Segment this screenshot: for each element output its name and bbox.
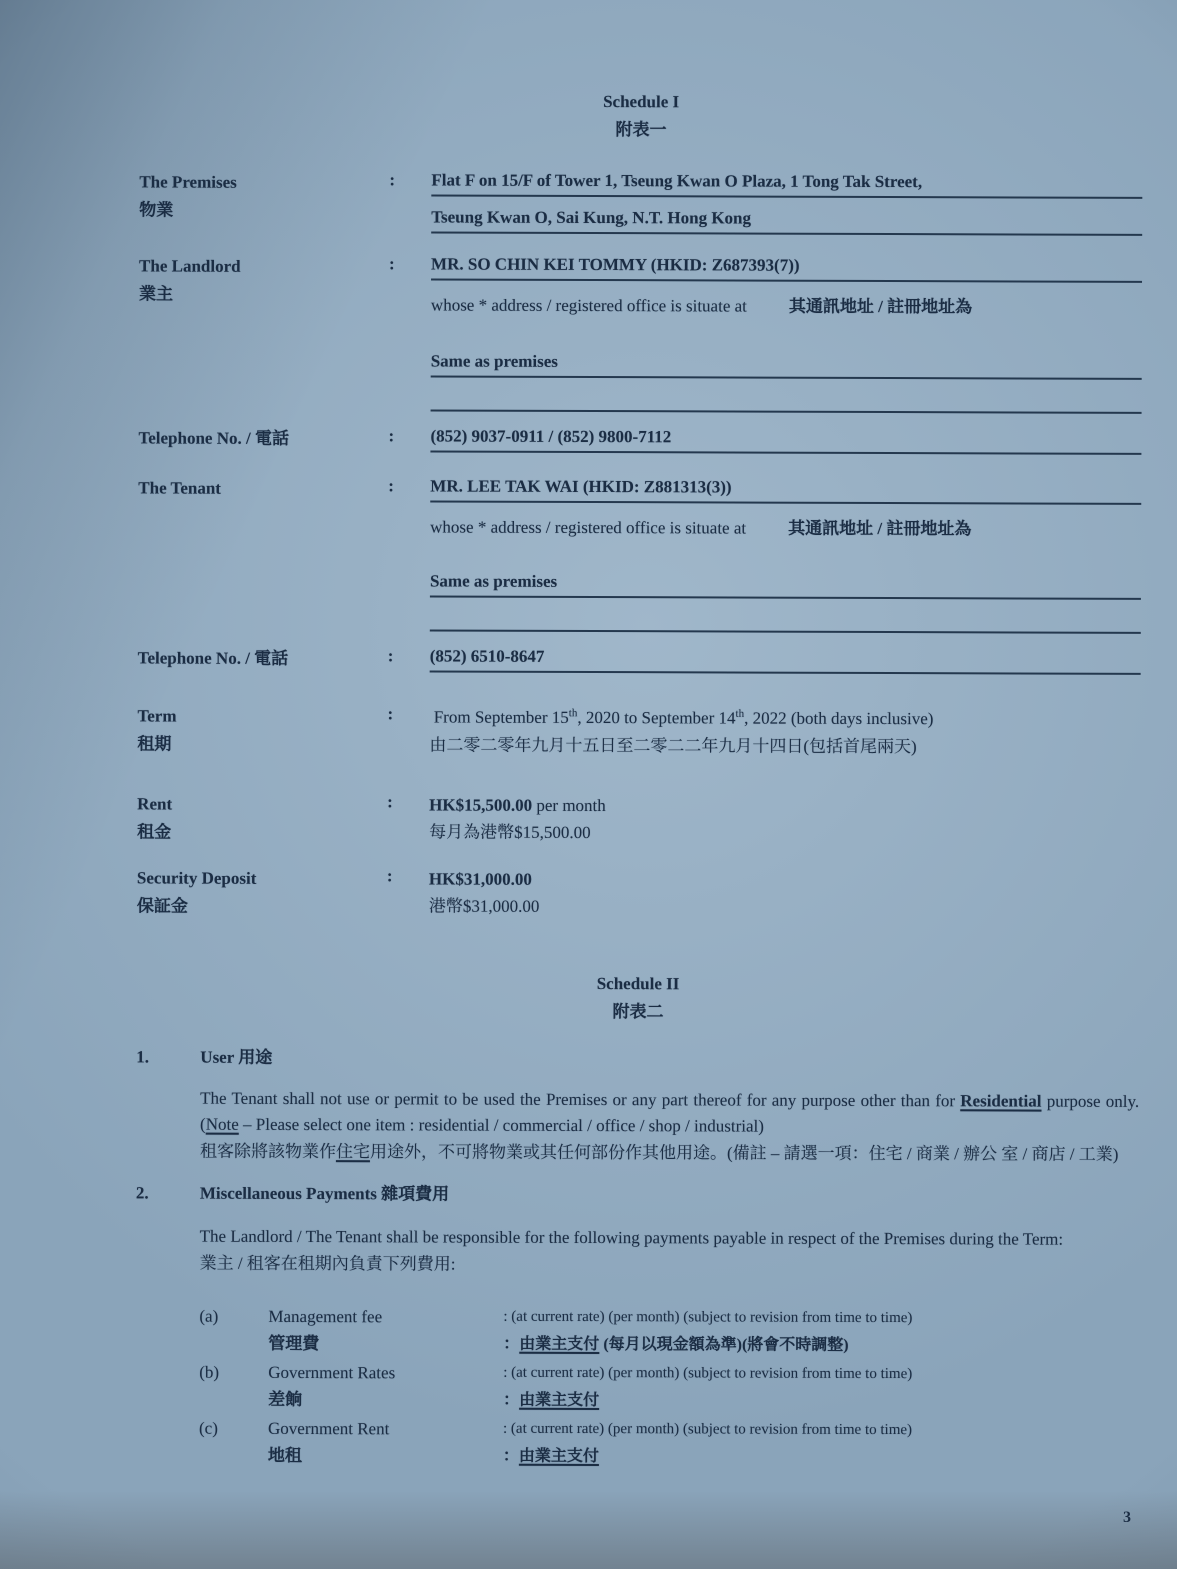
schedule2-title-en: Schedule II (596, 974, 680, 994)
landlord-phone-value: (852) 9037-0911 / (852) 9800-7112 (430, 425, 1141, 454)
tenant-phone-value-wrap (430, 645, 1141, 674)
page-number: 3 (1123, 1509, 1131, 1526)
item-a-value-zh: ：由業主支付 (每月以現金額為準)(將會不時調整) (503, 1335, 849, 1354)
premises-value (431, 169, 1142, 235)
landlord-address: Same as premises (431, 350, 1142, 379)
item-b-value (503, 1360, 1138, 1416)
schedule1-title-zh: 附表一 (615, 120, 667, 140)
premises-address-line1: Flat F on 15/F of Tower 1, Tseung Kwan O Plaza, 1 Tong Tak Street, (431, 169, 1142, 198)
residential-underlined: Residential (960, 1091, 1042, 1111)
item-b-name-zh: 差餉 (268, 1389, 303, 1409)
rent-label-en: Rent (137, 794, 173, 814)
item-c-letter: (c) (198, 1418, 218, 1438)
tenant-label (138, 474, 388, 503)
term-row (137, 702, 1140, 762)
landlord-phone-row (138, 424, 1141, 456)
landlord-colon: : (389, 254, 395, 274)
item-b-name (268, 1359, 503, 1414)
landlord-phone-value-wrap (430, 425, 1141, 454)
premises-label-zh: 物業 (139, 200, 174, 220)
item-a-name-en: Management fee (268, 1306, 383, 1327)
item-c-name (268, 1415, 503, 1470)
section1-heading-row (136, 1046, 1139, 1072)
tenant-value (430, 475, 1142, 633)
deposit-label-zh: 保証金 (136, 896, 188, 916)
section1-body (200, 1086, 1139, 1168)
landlord-whose-en: whose * address / registered office is situate at (430, 295, 747, 316)
premises-colon: : (389, 170, 396, 190)
item-c-value-zh: ：由業主支付 (502, 1447, 599, 1465)
landlord-label (139, 252, 389, 309)
premises-address-line2: Tseung Kwan O, Sai Kung, N.T. Hong Kong (431, 206, 1142, 235)
section2-body (199, 1224, 1139, 1472)
deposit-row (137, 864, 1140, 924)
term-colon: : (387, 704, 394, 724)
tenant-phone-label: Telephone No. / 電話 (137, 648, 289, 668)
tenant-colon: : (388, 476, 395, 496)
section1-number: 1. (136, 1047, 150, 1067)
deposit-value (429, 865, 1140, 921)
landlord-phone-colon: : (388, 426, 395, 446)
tenant-blank-line (430, 611, 1141, 633)
landlord-whose-line (431, 294, 1142, 318)
landlord-whose-zh: 其通訊地址 / 註冊地址為 (788, 296, 973, 317)
rent-label (137, 790, 387, 847)
tenant-phone-row (138, 644, 1141, 676)
term-sup-1: th (568, 707, 578, 720)
tenant-whose-zh: 其通訊地址 / 註冊地址為 (788, 518, 972, 539)
item-c-value (503, 1416, 1138, 1472)
rent-row (137, 790, 1140, 850)
schedule1-title-en: Schedule I (603, 92, 680, 112)
tenant-whose-en: whose * address / registered office is situate at (430, 517, 747, 538)
rent-colon: : (387, 792, 393, 812)
section2-paragraph-zh: 業主 / 租客在租期內負責下列費用: (199, 1253, 456, 1274)
section1-heading: User 用途 (200, 1047, 273, 1067)
item-a-letter: (a) (199, 1306, 219, 1326)
tenant-whose-line (430, 516, 1141, 540)
landlord-value (431, 253, 1143, 413)
rent-value-zh: 每月為港幣$15,500.00 (429, 822, 591, 843)
landlord-name: MR. SO CHIN KEI TOMMY (HKID: Z687393(7)) (431, 253, 1142, 282)
payment-items (199, 1303, 1139, 1472)
item-c-value-en: : (at current rate) (per month) (subject to revision from time to time) (502, 1420, 913, 1439)
schedule2-title-zh: 附表二 (612, 1002, 664, 1022)
payment-item-a (199, 1303, 1138, 1360)
payment-item-c (199, 1415, 1138, 1472)
item-a-value-en: : (at current rate) (per month) (subject to revision from time to time) (503, 1308, 913, 1327)
landlord-label-en: The Landlord (139, 256, 241, 276)
tenant-phone-value: (852) 6510-8647 (430, 645, 1141, 674)
schedule2-title (136, 968, 1139, 1028)
note-underlined: Note (205, 1114, 239, 1134)
section2-heading: Miscellaneous Payments 雜項費用 (199, 1183, 450, 1204)
item-a-name (268, 1303, 503, 1358)
term-sup-2: th (735, 707, 745, 720)
tenant-label-en: The Tenant (138, 478, 222, 498)
term-label-en: Term (137, 706, 177, 726)
landlord-row (139, 252, 1143, 414)
item-b-value-zh: ：由業主支付 (503, 1391, 600, 1409)
tenant-phone-colon: : (387, 646, 394, 666)
tenant-row (138, 474, 1142, 634)
premises-label (139, 168, 389, 225)
landlord-blank-line (431, 391, 1142, 413)
item-b-value-en: : (at current rate) (per month) (subject to revision from time to time) (503, 1364, 913, 1383)
payment-item-b (199, 1359, 1138, 1416)
zhuzhai-underlined: 住宅 (335, 1142, 371, 1162)
rent-amount: HK$15,500.00 (429, 795, 533, 815)
item-a-value (503, 1304, 1138, 1360)
deposit-colon: : (386, 866, 393, 886)
item-c-name-zh: 地租 (267, 1445, 302, 1465)
tenant-address: Same as premises (430, 570, 1141, 599)
section1-paragraph: The Tenant shall not use or permit to be used the Premises or any part thereof for any purpose other than for Residential purpose only. (Note – Please select one item : residential / commercial / office / shop / industrial) 租客除將該物業作住宅用途外，不可將物業或其任何部份作其他用途。(備註 – 請選一項：住宅 / 商業 / 辦公 室 / 商店 / 工業) (199, 1088, 1140, 1164)
item-b-letter: (b) (199, 1362, 220, 1382)
section2-paragraph-en: The Landlord / The Tenant shall be responsible for the following payments payable in respect of the Premises during the Term: (199, 1226, 1064, 1249)
deposit-value-zh: 港幣$31,000.00 (428, 896, 540, 916)
term-label (137, 702, 387, 759)
term-label-zh: 租期 (137, 734, 172, 754)
premises-row (139, 168, 1142, 236)
item-b-name-en: Government Rates (268, 1362, 396, 1383)
term-value-en: From September 15th, 2020 to September 14th, 2022 (both days inclusive) (433, 707, 934, 729)
landlord-phone-label: Telephone No. / 電話 (138, 428, 290, 448)
deposit-value-en: HK$31,000.00 (428, 869, 532, 889)
section2-heading-row (136, 1182, 1139, 1208)
term-value-zh: 由二零二零年九月十五日至二零二二年九月十四日(包括首尾兩天) (429, 735, 917, 757)
deposit-label (137, 864, 387, 921)
item-c-name-en: Government Rent (267, 1418, 390, 1439)
rent-label-zh: 租金 (137, 822, 172, 842)
landlord-label-zh: 業主 (138, 284, 174, 304)
item-a-name-zh: 管理費 (268, 1333, 320, 1353)
deposit-label-en: Security Deposit (136, 868, 257, 888)
term-value (429, 703, 1140, 761)
rent-value (429, 791, 1140, 847)
rent-value-en: HK$15,500.00 per month (429, 795, 606, 816)
tenant-name: MR. LEE TAK WAI (HKID: Z881313(3)) (430, 475, 1141, 504)
premises-label-en: The Premises (139, 172, 237, 192)
section1-paragraph-zh: 租客除將該物業作住宅用途外，不可將物業或其任何部份作其他用途。(備註 – 請選一項：住宅 / 商業 / 辦公 室 / 商店 / 工業) (199, 1141, 1119, 1164)
section2-number: 2. (135, 1183, 149, 1203)
schedule1-title (140, 86, 1143, 146)
